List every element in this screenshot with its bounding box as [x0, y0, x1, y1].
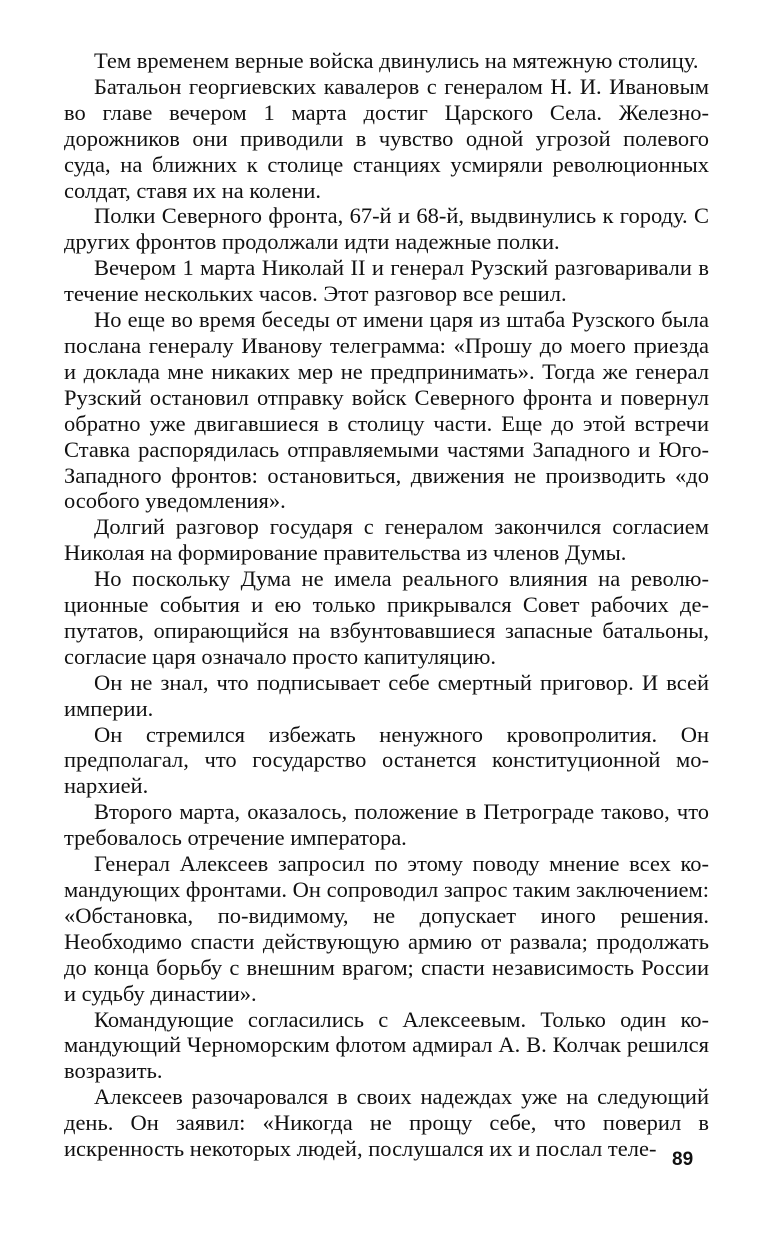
paragraph: Командующие согласились с Алексеевым. Только один командующий Черноморским флотом адмирал А. В. Колчак решился возразить. [64, 1006, 709, 1084]
paragraph: Долгий разговор государя с генералом закончился согласием Николая на формирование правительства из членов Думы. [64, 514, 709, 566]
paragraph: Генерал Алексеев запросил по этому поводу мнение всех командующих фронтами. Он сопроводил запрос таким заключением: «Обстановка, по-видимому, не допускает иного решения. Необходимо спасти действующую армию от развала; продолжать до конца борьбу с внешним врагом; спасти независимость России и судьбу династии». [64, 851, 709, 1006]
paragraph: Алексеев разочаровался в своих надеждах уже на следующий день. Он заявил: «Никогда не прощу себе, что поверил в искренность некоторых людей, послушался их и послал теле- [64, 1084, 709, 1162]
page-number: 89 [672, 1149, 694, 1170]
paragraph: Вечером 1 марта Николай II и генерал Рузский разговаривали в течение нескольких часов. Этот разговор все решил. [64, 255, 709, 307]
page-body [64, 48, 709, 1162]
paragraph: Батальон георгиевских кавалеров с генералом Н. И. Ивановым во главе вечером 1 марта достиг Царского Села. Железнодорожников они приводили в чувство одной угрозой полевого суда, на ближних к столице станциях усмиряли революционных солдат, ставя их на колени. [64, 73, 709, 203]
paragraph: Полки Северного фронта, 67-й и 68-й, выдвинулись к городу. С других фронтов продолжали идти надежные полки. [64, 203, 709, 255]
paragraph: Он не знал, что подписывает себе смертный приговор. И всей империи. [64, 669, 709, 721]
paragraph: Но поскольку Дума не имела реального влияния на революционные события и ею только прикрывался Совет рабочих депутатов, опирающийся на взбунтовавшиеся запасные батальоны, согласие царя означало просто капитуляцию. [64, 566, 709, 669]
paragraph: Он стремился избежать ненужного кровопролития. Он предполагал, что государство останется конституционной монархией. [64, 721, 709, 799]
paragraph: Но еще во время беседы от имени царя из штаба Рузского была послана генералу Иванову телеграмма: «Прошу до моего приезда и доклада мне никаких мер не предпринимать». Тогда же генерал Рузский остановил отправку войск Северного фронта и повернул обратно уже двигавшиеся в столицу части. Еще до этой встречи Ставка распорядилась отправляемыми частями Западного и Юго-Западного фронтов: остановиться, движения не производить «до особого уведомления». [64, 307, 709, 514]
paragraph: Тем временем верные войска двинулись на мятежную столицу. [94, 48, 699, 73]
paragraph: Второго марта, оказалось, положение в Петрограде таково, что требовалось отречение императора. [64, 799, 709, 851]
